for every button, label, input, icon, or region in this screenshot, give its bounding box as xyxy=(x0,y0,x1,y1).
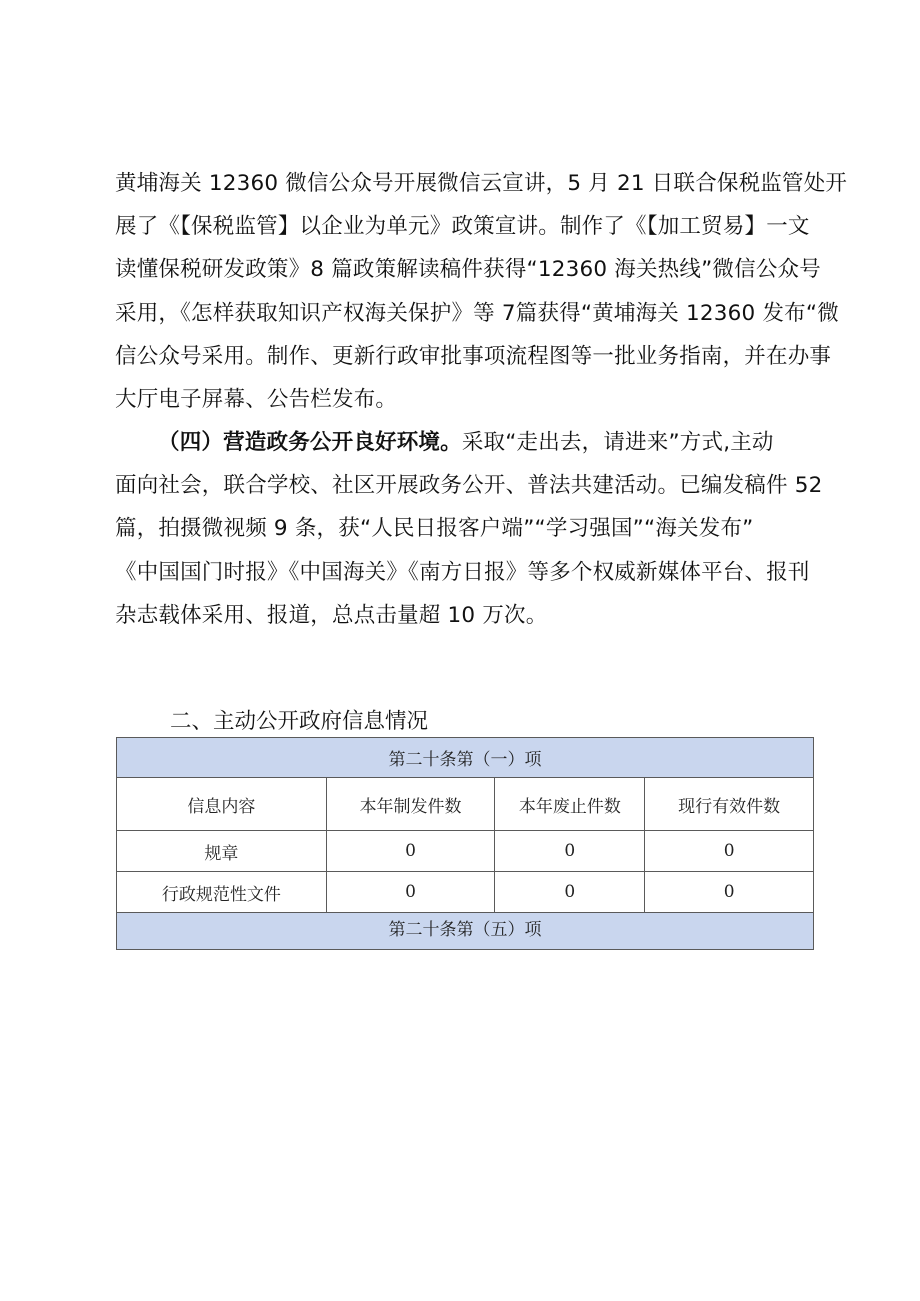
paragraph-2-line: 面向社会，联合学校、社区开展政务公开、普法共建活动。已编发稿件 52 xyxy=(115,473,823,498)
table-cell: 0 xyxy=(495,831,645,872)
paragraph-1-line: 展了《【保税监管】以企业为单元》政策宣讲。制作了《【加工贸易】一文 xyxy=(115,214,810,239)
paragraph-1-line: 采用，《怎样获取知识产权海关保护》等 7篇获得“黄埔海关 12360 发布“微 xyxy=(115,301,839,326)
column-header: 本年废止件数 xyxy=(495,778,645,831)
section-heading: 二、主动公开政府信息情况 xyxy=(170,709,429,734)
table-section-row xyxy=(117,738,814,778)
paragraph-1-line: 大厅电子屏幕、公告栏发布。 xyxy=(115,387,398,412)
table-cell: 0 xyxy=(326,872,495,913)
section-1-title: 第二十条第（一）项 xyxy=(117,738,814,778)
table-header-row xyxy=(117,778,814,831)
paragraph-1-line: 信公众号采用。制作、更新行政审批事项流程图等一批业务指南，并在办事 xyxy=(115,344,832,369)
paragraph-2-line: 《中国国门时报》《中国海关》《南方日报》等多个权威新媒体平台、报刊 xyxy=(115,560,810,585)
paragraph-2-line: 篇，拍摄微视频 9 条，获“人民日报客户端”“学习强国”“海关发布” xyxy=(115,516,754,541)
info-table xyxy=(116,737,814,950)
table-cell: 规章 xyxy=(117,831,327,872)
table-row xyxy=(117,872,814,913)
column-header: 本年制发件数 xyxy=(326,778,495,831)
table-cell: 0 xyxy=(495,872,645,913)
paragraph-2-line: 杂志载体采用、报道，总点击量超 10 万次。 xyxy=(115,603,548,628)
table-row xyxy=(117,831,814,872)
paragraph-2-first-line-text: 采取“走出去，请进来”方式,主动 xyxy=(461,430,774,455)
paragraph-1-line: 黄埔海关 12360 微信公众号开展微信云宣讲，5 月 21 日联合保税监管处开 xyxy=(115,171,848,196)
paragraph-2-lead: （四）营造政务公开良好环境。 xyxy=(158,430,462,455)
column-header: 信息内容 xyxy=(117,778,327,831)
table-cell: 行政规范性文件 xyxy=(117,872,327,913)
table-cell: 0 xyxy=(645,872,814,913)
paragraph-1-line: 读懂保税研发政策》8 篇政策解读稿件获得“12360 海关热线”微信公众号 xyxy=(115,257,821,282)
table-cell: 0 xyxy=(326,831,495,872)
column-header: 现行有效件数 xyxy=(645,778,814,831)
table-cell: 0 xyxy=(645,831,814,872)
table-section-row xyxy=(117,913,814,950)
section-2-title: 第二十条第（五）项 xyxy=(117,913,814,950)
paragraph-2-first-line xyxy=(158,425,818,461)
